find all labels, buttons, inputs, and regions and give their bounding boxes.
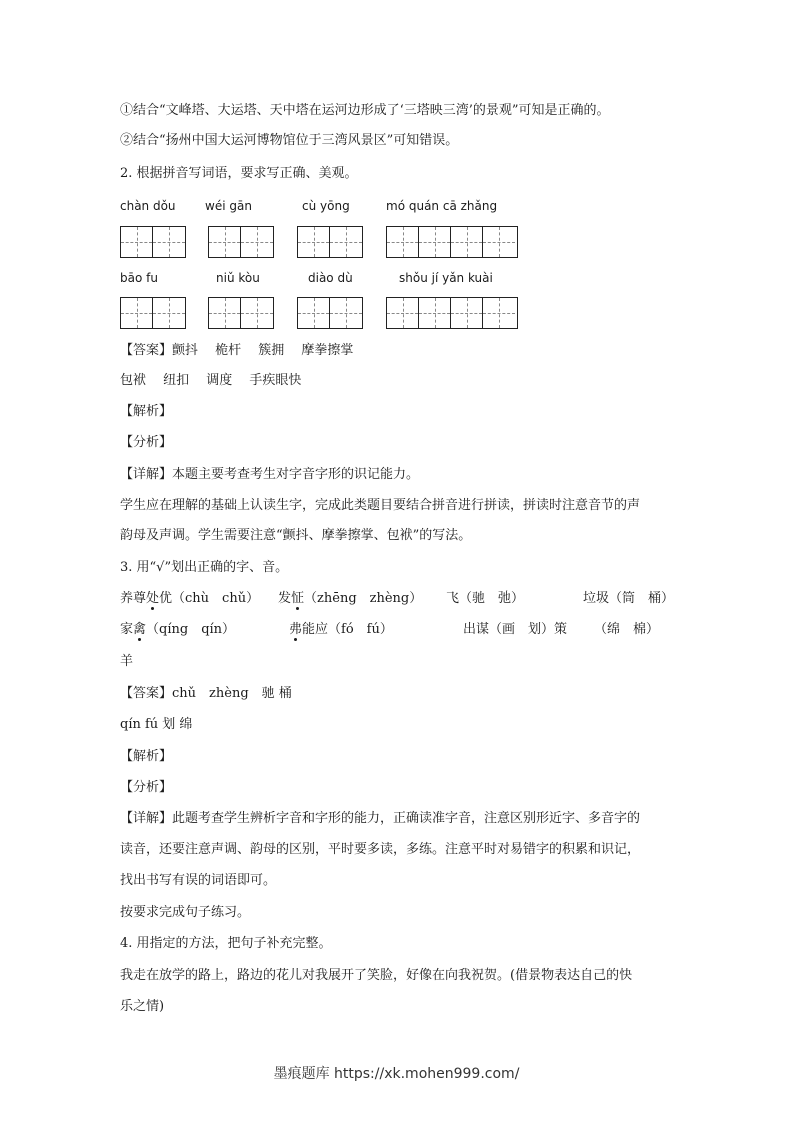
writing-grid[interactable] (208, 297, 274, 329)
pinyin-label: chàn dǒu (120, 199, 176, 213)
q3-item: 养尊处优（chù chǔ） (120, 591, 260, 606)
writing-grid[interactable] (386, 226, 518, 258)
footer-watermark: 墨痕题库 https://xk.mohen999.com/ (273, 1066, 520, 1082)
text-line: 学生应在理解的基础上认读生字，完成此类题目要结合拼音进行拼读，拼读时注意音节的声 (120, 498, 641, 513)
question-2-title: 2. 根据拼音写词语，要求写正确、美观。 (120, 166, 358, 181)
writing-grid[interactable] (208, 226, 274, 258)
pinyin-label: diào dù (308, 271, 353, 285)
answer-line: 包袱 纽扣 调度 手疾眼快 (120, 373, 302, 388)
writing-grid[interactable] (386, 297, 518, 329)
section-label: 【解析】 (120, 749, 173, 764)
q3-item: 飞（驰 弛） (446, 591, 525, 606)
q3-item: 发怔（zhēng zhèng） (278, 591, 423, 606)
question-3-title: 3. 用“√”划出正确的字、音。 (120, 560, 289, 575)
pinyin-label: mó quán cā zhǎng (386, 199, 498, 213)
text-line: 按要求完成句子练习。 (120, 905, 251, 920)
pinyin-label: cù yōng (302, 199, 350, 213)
q3-item: 弗能应（fó fú） (289, 622, 393, 637)
text-line: 乐之情) (120, 999, 165, 1014)
text-line: 读音，还要注意声调、韵母的区别，平时要多读，多练。注意平时对易错字的积累和识记， (120, 842, 641, 857)
writing-grid[interactable] (297, 297, 363, 329)
q3-item: 出谋（画 划）策 (463, 622, 568, 637)
q3-item: 家禽（qíng qín） (120, 622, 236, 637)
section-label: 【分析】 (120, 780, 173, 795)
writing-grid[interactable] (120, 226, 186, 258)
text-line: 找出书写有误的词语即可。 (120, 873, 277, 888)
answer-line: 【答案】颤抖 桅杆 簇拥 摩拳擦掌 (120, 343, 354, 358)
q3-item: 羊 (120, 654, 134, 669)
section-label: 【解析】 (120, 404, 173, 419)
text-line: 【详解】本题主要考查考生对字音字形的识记能力。 (120, 467, 420, 482)
q3-item: （绵 棉） (594, 622, 660, 637)
writing-grid[interactable] (297, 226, 363, 258)
text-line: 【详解】此题考查学生辨析字音和字形的能力，正确读准字音，注意区别形近字、多音字的 (120, 811, 641, 826)
pinyin-label: bāo fu (120, 271, 158, 285)
answer-line: qín fú 划 绵 (120, 717, 193, 732)
answer-line: 【答案】chǔ zhèng 驰 桶 (120, 686, 292, 701)
question-4-title: 4. 用指定的方法，把句子补充完整。 (120, 936, 332, 951)
pinyin-label: niǔ kòu (216, 271, 260, 285)
section-label: 【分析】 (120, 435, 173, 450)
text-line: 我走在放学的路上，路边的花儿对我展开了笑脸，好像在向我祝贺。(借景物表达自己的快 (120, 968, 633, 983)
writing-grid[interactable] (120, 297, 186, 329)
q3-item: 垃圾（筒 桶） (583, 591, 675, 606)
pinyin-label: wéi gān (205, 199, 252, 213)
pinyin-label: shǒu jí yǎn kuài (399, 271, 493, 285)
text-line: 韵母及声调。学生需要注意“颤抖、摩拳擦掌、包袱”的写法。 (120, 528, 472, 543)
text-line: ②结合“扬州中国大运河博物馆位于三湾风景区”可知错误。 (120, 133, 459, 148)
text-line: ①结合“文峰塔、大运塔、天中塔在运河边形成了‘三塔映三湾’的景观”可知是正确的。 (120, 103, 610, 118)
